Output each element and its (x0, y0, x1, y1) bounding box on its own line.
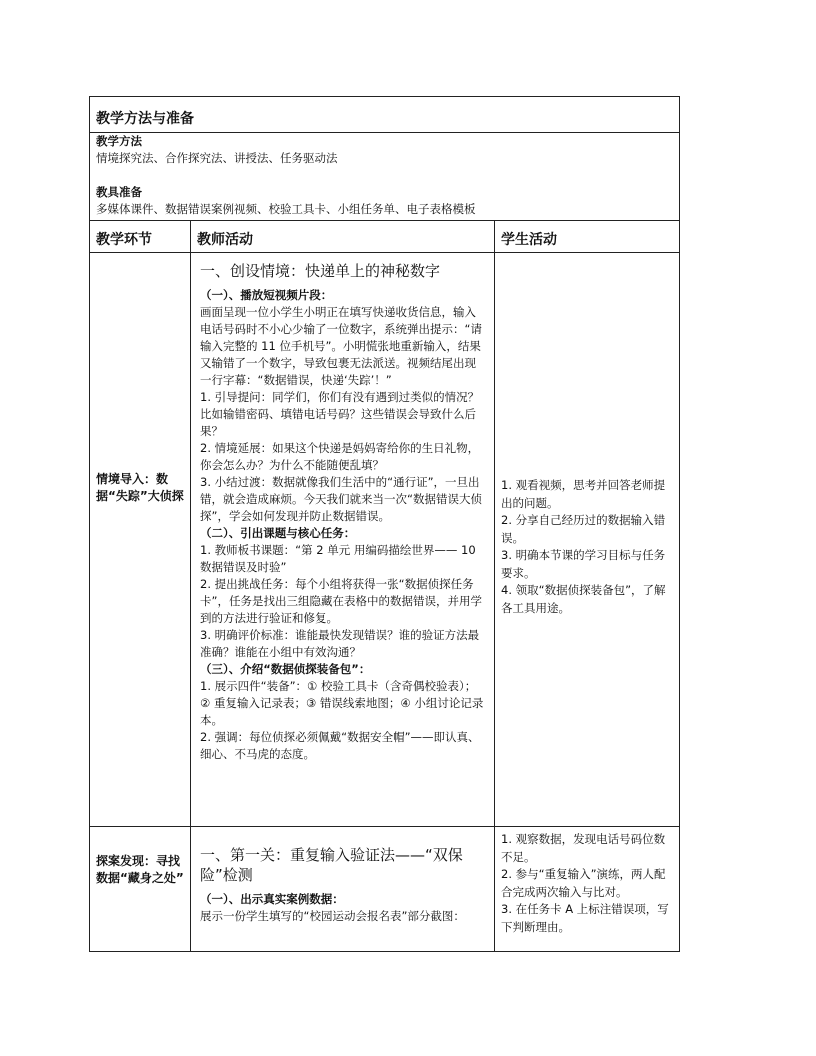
text-line: （二）、引出课题与核心任务： (200, 526, 356, 540)
student-activity-cell (495, 253, 680, 827)
text-line: （一）、出示真实案例数据： (200, 892, 344, 906)
stage-cell (90, 253, 191, 827)
text-line: 1. 教师板书课题：“第 2 单元 用编码描绘世界—— 10 数据错误及时验” (200, 543, 476, 574)
table-row (90, 253, 680, 827)
text-line: 2. 提出挑战任务：每个小组将获得一张“数据侦探任务卡”，任务是找出三组隐藏在表格中的数据错误，并用学到的方法进行验证和修复。 (200, 577, 482, 625)
student-lines (501, 477, 673, 617)
tools-heading: 教具准备 (96, 185, 142, 199)
student-activity-cell (495, 827, 680, 952)
column-header-stage: 教学环节 (90, 221, 191, 253)
text-line: 2. 强调：每位侦探必须佩戴“数据安全帽”——即认真、细心、不马虎的态度。 (200, 730, 480, 761)
section-title-row (90, 97, 680, 133)
text-line: 画面呈现一位小学生小明正在填写快递收货信息，输入电话号码时不小心少输了一位数字，系统弹出提示：“请输入完整的 11 位手机号”。小明慌张地重新输入，结果又输错了一个数字，导致包裹无法派送。视频结尾出现一行字幕：“数据错误，快递‘失踪’！” (200, 305, 482, 387)
stage-cell (90, 827, 191, 952)
text-line: 1. 观看视频，思考并回答老师提出的问题。 (501, 478, 666, 510)
text-line: 2. 参与“重复输入”演练，两人配合完成两次输入与比对。 (501, 867, 666, 899)
methods-text: 情境探究法、合作探究法、讲授法、任务驱动法 (96, 151, 338, 165)
teacher-lines (200, 287, 485, 763)
text-line: 2. 情境延展：如果这个快递是妈妈寄给你的生日礼物，你会怎么办？为什么不能随便乱填？ (200, 441, 480, 472)
text-line: 1. 观察数据，发现电话号码位数不足。 (501, 832, 666, 864)
methods-and-tools-cell (90, 133, 680, 221)
text-line: 1. 展示四件“装备”：① 校验工具卡（含奇偶校验表）；② 重复输入记录表；③ 错误线索地图；④ 小组讨论记录本。 (200, 679, 484, 727)
text-line: 2. 分享自己经历过的数据输入错误。 (501, 513, 666, 545)
lesson-plan-table (89, 96, 680, 952)
section-title: 教学方法与准备 (90, 97, 680, 133)
stage-label: 情境导入：数据“失踪”大侦探 (96, 472, 184, 503)
text-line: 3. 小结过渡：数据就像我们生活中的“通行证”，一旦出错，就会造成麻烦。今天我们就来当一次“数据错误大侦探”，学会如何发现并防止数据错误。 (200, 475, 482, 523)
text-line: 3. 明确本节课的学习目标与任务要求。 (501, 548, 666, 580)
text-line: （一）、播放短视频片段： (200, 288, 333, 302)
student-lines (501, 831, 673, 936)
methods-heading: 教学方法 (96, 134, 142, 148)
teacher-lines (200, 891, 485, 925)
text-line: 3. 在任务卡 A 上标注错误项，写下判断理由。 (501, 902, 669, 934)
column-header-student: 学生活动 (495, 221, 680, 253)
teacher-section-title: 一、第一关：重复输入验证法——“双保险”检测 (200, 846, 463, 884)
text-line: 1. 引导提问：同学们，你们有没有遇到过类似的情况？比如输错密码、填错电话号码？这些错误会导致什么后果？ (200, 390, 480, 438)
lesson-plan-document (89, 96, 679, 952)
tools-text: 多媒体课件、数据错误案例视频、校验工具卡、小组任务单、电子表格模板 (96, 202, 476, 216)
text-line: 展示一份学生填写的“校园运动会报名表”部分截图： (200, 909, 465, 923)
teacher-activity-cell (191, 827, 495, 952)
text-line: 3. 明确评价标准：谁能最快发现错误？谁的验证方法最准确？谁能在小组中有效沟通？ (200, 628, 480, 659)
table-row (90, 827, 680, 952)
stage-label: 探案发现：寻找数据“藏身之处” (96, 854, 184, 885)
text-line: （三）、介绍“数据侦探装备包”： (200, 662, 371, 676)
methods-row (90, 133, 680, 221)
teacher-activity-cell (191, 253, 495, 827)
text-line: 4. 领取“数据侦探装备包”，了解各工具用途。 (501, 583, 666, 615)
column-header-row (90, 221, 680, 253)
teacher-section-title: 一、创设情境：快递单上的神秘数字 (200, 262, 441, 280)
column-header-teacher: 教师活动 (191, 221, 495, 253)
